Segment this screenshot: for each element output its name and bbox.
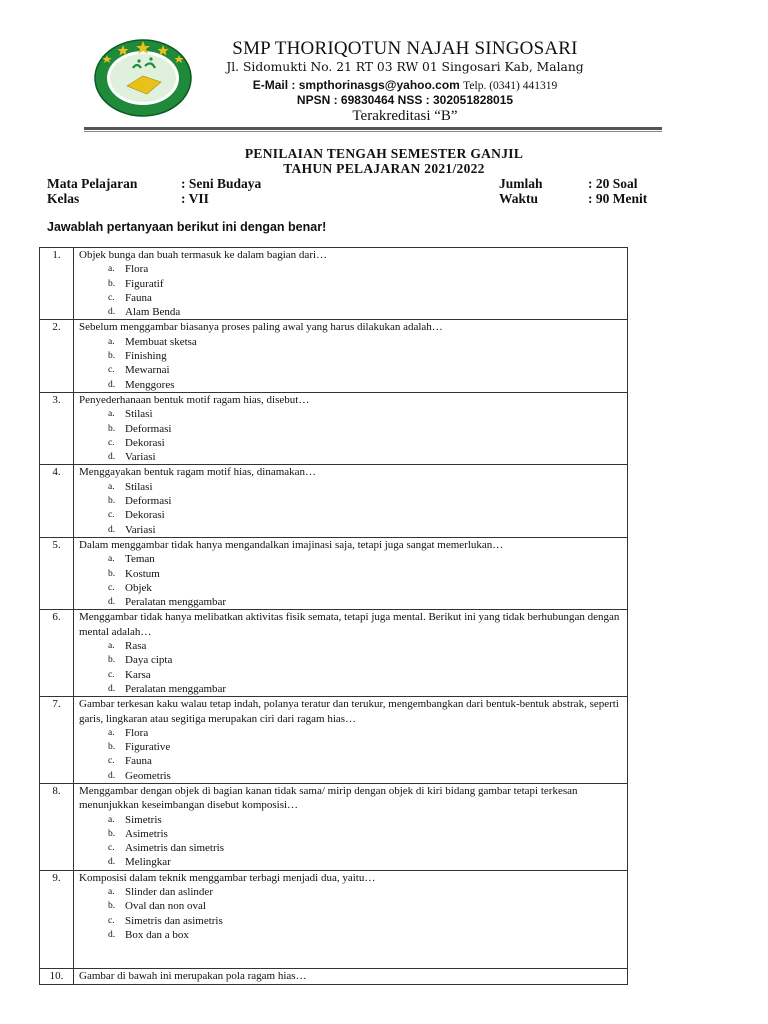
option-text: Melingkar [125, 856, 171, 869]
answer-option [79, 769, 627, 783]
question-cell [74, 465, 628, 537]
option-letter: c. [108, 669, 115, 680]
option-text: Kostum [125, 567, 160, 580]
question-text: Sebelum menggambar biasanya proses paling awal yang harus dilakukan adalah… [79, 321, 443, 334]
option-text: Flora [125, 263, 149, 276]
school-name: SMP THORIQOTUN NAJAH SINGOSARI [232, 38, 578, 59]
answer-option [79, 436, 627, 450]
question-text: Menggambar tidak hanya melibatkan aktivitas fisik semata, tetapi juga mental. Berikut ini yang tidak berhubungan dengan mental adalah… [79, 611, 620, 638]
option-letter: a. [108, 264, 115, 275]
answer-option [79, 813, 627, 827]
question-row [40, 248, 628, 320]
option-text: Stilasi [125, 408, 153, 421]
option-letter: d. [108, 379, 116, 390]
question-row [40, 870, 628, 968]
option-text: Figurative [125, 741, 171, 754]
subject-value: : Seni Budaya [181, 176, 262, 191]
answer-option [79, 668, 627, 682]
time-value: : 90 Menit [588, 191, 648, 206]
answer-option [79, 480, 627, 494]
option-text: Teman [125, 553, 155, 566]
instruction: Jawablah pertanyaan berikut ini dengan benar! [47, 220, 327, 234]
option-text: Asimetris [125, 827, 168, 840]
option-letter: a. [108, 554, 115, 565]
question-number: 2. [40, 320, 74, 392]
question-cell [74, 392, 628, 464]
question-number: 4. [40, 465, 74, 537]
question-cell [74, 320, 628, 392]
question-text: Gambar terkesan kaku walau tetap indah, polanya teratur dan terukur, mengembangkan dari bentuk-bentuk abstrak, seperti garis, lingkaran atau segitiga merupakan ciri dari ragam hias… [79, 698, 619, 725]
option-text: Simetris dan asimetris [125, 914, 223, 927]
option-letter: a. [108, 641, 115, 652]
question-number: 3. [40, 392, 74, 464]
option-letter: a. [108, 409, 115, 420]
question-row [40, 392, 628, 464]
answer-option [79, 639, 627, 653]
exam-year: TAHUN PELAJARAN 2021/2022 [283, 161, 485, 176]
option-text: Alam Benda [125, 306, 181, 319]
question-text: Dalam menggambar tidak hanya mengandalkan imajinasi saja, tetapi juga sangat memerlukan… [79, 538, 504, 551]
option-text: Deformasi [125, 422, 172, 435]
answer-option [79, 928, 627, 942]
accreditation: Terakreditasi “B” [352, 108, 458, 124]
option-letter: a. [108, 727, 115, 738]
question-row [40, 783, 628, 870]
school-contact [205, 78, 605, 92]
question-number: 10. [40, 969, 74, 984]
question-text: Komposisi dalam teknik menggambar terbagi menjadi dua, yaitu… [79, 871, 376, 884]
answer-option [79, 407, 627, 421]
count-value: : 20 Soal [588, 176, 638, 191]
class-label: Kelas [47, 191, 80, 206]
answer-option [79, 567, 627, 581]
option-text: Simetris [125, 813, 162, 826]
option-text: Variasi [125, 523, 156, 536]
option-text: Asimetris dan simetris [125, 842, 224, 855]
answer-option [79, 450, 627, 464]
option-letter: b. [108, 496, 116, 507]
question-text: Gambar di bawah ini merupakan pola ragam hias… [79, 970, 307, 983]
answer-option [79, 291, 627, 305]
option-text: Karsa [125, 668, 151, 681]
question-cell [74, 870, 628, 968]
question-number: 7. [40, 697, 74, 784]
question-cell [74, 610, 628, 697]
option-letter: a. [108, 814, 115, 825]
option-letter: c. [108, 292, 115, 303]
option-text: Figuratif [125, 277, 164, 290]
option-letter: d. [108, 770, 116, 781]
count-label: Jumlah [499, 176, 543, 191]
answer-option [79, 855, 627, 869]
answer-option [79, 581, 627, 595]
school-npsn: NPSN : 69830464 NSS : 302051828015 [296, 93, 514, 107]
option-letter: b. [108, 828, 116, 839]
answer-option [79, 841, 627, 855]
option-text: Mewarnai [125, 364, 170, 377]
option-text: Menggores [125, 378, 175, 391]
option-letter: d. [108, 452, 116, 463]
school-phone: Telp. (0341) 441319 [463, 80, 558, 92]
question-row [40, 320, 628, 392]
question-cell [74, 697, 628, 784]
school-email: E-Mail : smpthorinasgs@yahoo.com [252, 78, 460, 92]
header-divider-thin [84, 131, 662, 132]
answer-option [79, 277, 627, 291]
option-letter: d. [108, 929, 116, 940]
option-text: Geometris [125, 769, 171, 782]
answer-option [79, 378, 627, 392]
answer-option [79, 885, 627, 899]
option-letter: b. [108, 351, 116, 362]
class-value: : VII [181, 191, 209, 206]
option-text: Box dan a box [125, 928, 189, 941]
option-text: Fauna [125, 755, 152, 768]
option-text: Peralatan menggambar [125, 682, 227, 695]
subject-label: Mata Pelajaran [47, 176, 138, 191]
option-letter: a. [108, 887, 115, 898]
answer-option [79, 363, 627, 377]
option-letter: d. [108, 683, 116, 694]
option-text: Finishing [125, 350, 167, 363]
option-letter: d. [108, 597, 116, 608]
option-letter: c. [108, 510, 115, 521]
question-number: 9. [40, 870, 74, 968]
question-number: 8. [40, 783, 74, 870]
answer-option [79, 827, 627, 841]
question-number: 1. [40, 248, 74, 320]
question-row [40, 697, 628, 784]
option-text: Daya cipta [125, 654, 173, 667]
answer-option [79, 914, 627, 928]
option-letter: b. [108, 901, 116, 912]
answer-option [79, 595, 627, 609]
answer-option [79, 508, 627, 522]
option-letter: a. [108, 336, 115, 347]
school-address: Jl. Sidomukti No. 21 RT 03 RW 01 Singosari Kab, Malang [226, 60, 584, 74]
option-letter: a. [108, 481, 115, 492]
option-text: Objek [125, 581, 152, 594]
option-text: Dekorasi [125, 509, 165, 522]
option-letter: c. [108, 756, 115, 767]
answer-option [79, 740, 627, 754]
option-letter: b. [108, 742, 116, 753]
option-letter: b. [108, 655, 116, 666]
question-text: Objek bunga dan buah termasuk ke dalam bagian dari… [79, 249, 328, 261]
option-text: Fauna [125, 291, 152, 304]
exam-title: PENILAIAN TENGAH SEMESTER GANJIL [244, 146, 524, 161]
answer-option [79, 682, 627, 696]
question-text: Menggayakan bentuk ragam motif hias, dinamakan… [79, 466, 317, 479]
option-letter: c. [108, 365, 115, 376]
option-letter: d. [108, 307, 116, 318]
header-divider-thick [84, 127, 662, 130]
answer-option [79, 552, 627, 566]
question-table [39, 247, 628, 985]
question-cell [74, 783, 628, 870]
question-text: Menggambar dengan objek di bagian kanan tidak sama/ mirip dengan objek di kiri bidang gambar tetapi terkesan menunjukkan keseimbangan disebut komposisi… [79, 784, 578, 812]
question-number: 6. [40, 610, 74, 697]
question-cell [74, 248, 628, 320]
answer-option [79, 899, 627, 913]
option-letter: d. [108, 857, 116, 868]
option-text: Variasi [125, 451, 156, 464]
question-row [40, 969, 628, 984]
answer-option [79, 494, 627, 508]
option-text: Membuat sketsa [125, 335, 197, 348]
answer-option [79, 349, 627, 363]
option-text: Peralatan menggambar [125, 596, 227, 609]
answer-option [79, 726, 627, 740]
answer-option [79, 262, 627, 276]
question-row [40, 537, 628, 609]
question-row [40, 465, 628, 537]
answer-option [79, 422, 627, 436]
question-number: 5. [40, 537, 74, 609]
option-letter: c. [108, 843, 115, 854]
option-letter: b. [108, 568, 116, 579]
question-row [40, 610, 628, 697]
option-letter: c. [108, 915, 115, 926]
option-text: Stilasi [125, 480, 153, 493]
option-letter: b. [108, 278, 116, 289]
answer-option [79, 523, 627, 537]
option-letter: b. [108, 423, 116, 434]
option-letter: c. [108, 582, 115, 593]
option-text: Deformasi [125, 495, 172, 508]
answer-option [79, 653, 627, 667]
option-letter: d. [108, 524, 116, 535]
answer-option [79, 754, 627, 768]
option-text: Rasa [125, 640, 147, 653]
school-logo [93, 38, 193, 118]
time-label: Waktu [499, 191, 539, 206]
question-cell [74, 537, 628, 609]
answer-option [79, 335, 627, 349]
question-text: Penyederhanaan bentuk motif ragam hias, disebut… [79, 393, 310, 406]
option-text: Slinder dan aslinder [125, 886, 213, 899]
option-letter: c. [108, 437, 115, 448]
option-text: Dekorasi [125, 436, 165, 449]
option-text: Flora [125, 726, 149, 739]
question-cell [74, 969, 628, 984]
answer-option [79, 305, 627, 319]
option-text: Oval dan non oval [125, 900, 206, 913]
